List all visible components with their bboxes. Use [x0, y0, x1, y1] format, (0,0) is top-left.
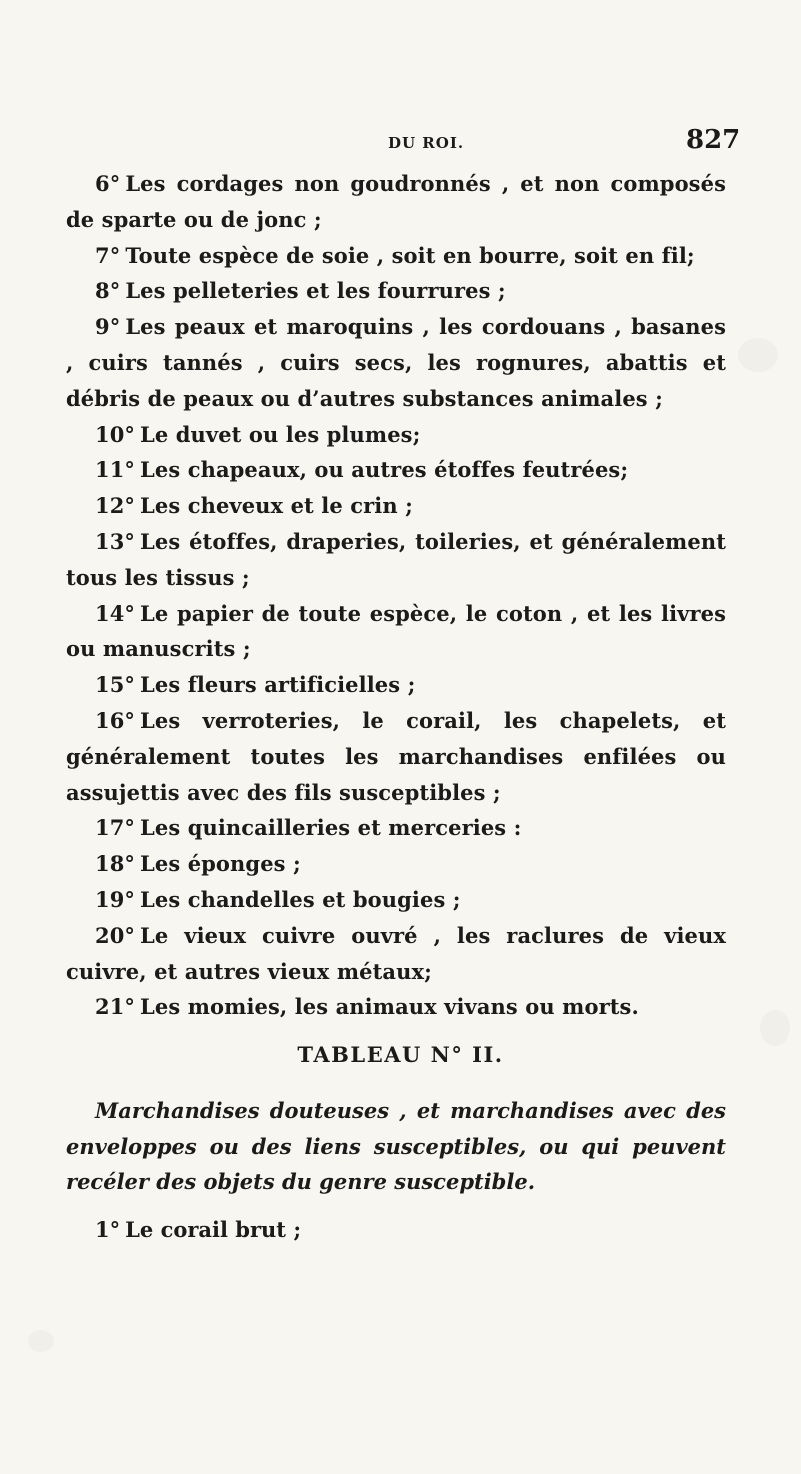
item-text: Le papier de toute espèce, le coton , et les livres ou manuscrits ; — [66, 600, 726, 662]
item-number: 20° — [95, 922, 136, 948]
item-number: 13° — [95, 528, 136, 554]
item-number: 12° — [95, 493, 136, 519]
item-number: 9° — [95, 314, 121, 340]
item-number: 19° — [95, 886, 136, 912]
item-number: 16° — [95, 707, 136, 733]
item-text: Les éponges ; — [140, 851, 301, 877]
list-item — [66, 918, 726, 990]
list-item — [66, 238, 726, 274]
list-item — [66, 667, 726, 703]
page-header — [0, 127, 801, 167]
paper-stain — [760, 1010, 790, 1046]
paper-stain — [738, 338, 778, 372]
item-text: Les peaux et maroquins , les cordouans , basanes , cuirs tannés , cuirs secs, les rognures, abattis et débris de peaux ou d’autres substances animales ; — [66, 314, 726, 411]
running-title: DU ROI. — [388, 134, 465, 152]
paper-stain — [28, 1330, 54, 1352]
item-number: 18° — [95, 851, 136, 877]
list-item — [66, 488, 726, 524]
item-text: Le duvet ou les plumes; — [140, 421, 421, 447]
item-number: 1° — [95, 1217, 121, 1242]
item-text: Les quincailleries et merceries : — [140, 815, 522, 841]
table-heading: TABLEAU N° II. — [297, 1042, 504, 1067]
item-text: Les chandelles et bougies ; — [140, 886, 461, 912]
item-number: 21° — [95, 994, 136, 1020]
list-item — [66, 309, 726, 416]
item-text: Toute espèce de soie , soit en bourre, soit en fil; — [125, 242, 695, 268]
item-text: Les verroteries, le corail, les chapelets, et généralement toutes les marchandises enfilées ou assujettis avec des fils susceptibles ; — [66, 707, 726, 805]
item-text: Les fleurs artificielles ; — [140, 672, 416, 698]
item-number: 8° — [95, 278, 121, 304]
list-item — [66, 596, 726, 668]
list-item — [66, 417, 726, 453]
item-text: Le corail brut ; — [125, 1217, 302, 1242]
list-item — [66, 846, 726, 882]
list-item — [66, 989, 726, 1025]
item-text: Les cordages non goudronnés , et non composés de sparte ou de jonc ; — [66, 171, 726, 232]
item-text: Les pelleteries et les fourrures ; — [125, 278, 506, 304]
list-item — [66, 703, 726, 810]
item-number: 10° — [95, 421, 136, 447]
item-number: 14° — [95, 600, 136, 626]
list-item — [66, 524, 726, 596]
item-number: 11° — [95, 457, 136, 483]
section-subtitle — [66, 1093, 726, 1200]
item-number: 17° — [95, 815, 136, 841]
page-number: 827 — [686, 125, 741, 155]
list-item — [66, 810, 726, 846]
subtitle-text: Marchandises douteuses , et marchandises avec des enveloppes ou des liens susceptibles, ou qui peuvent recéler des objets du genre susceptible. — [66, 1098, 726, 1194]
item-text: Les chapeaux, ou autres étoffes feutrées; — [140, 457, 629, 483]
list-item — [66, 273, 726, 309]
item-number: 7° — [95, 242, 121, 268]
item-text: Les cheveux et le crin ; — [140, 493, 413, 519]
item-list — [66, 166, 726, 1025]
item-number: 6° — [95, 171, 121, 196]
item-text: Les momies, les animaux vivans ou morts. — [140, 994, 639, 1020]
item-number: 15° — [95, 672, 136, 698]
list-item — [66, 166, 726, 238]
list-item — [66, 882, 726, 918]
list-item — [95, 1217, 301, 1242]
item-text: Le vieux cuivre ouvré , les raclures de vieux cuivre, et autres vieux métaux; — [66, 922, 726, 984]
item-text: Les étoffes, draperies, toileries, et généralement tous les tissus ; — [66, 528, 726, 590]
list-item — [66, 452, 726, 488]
